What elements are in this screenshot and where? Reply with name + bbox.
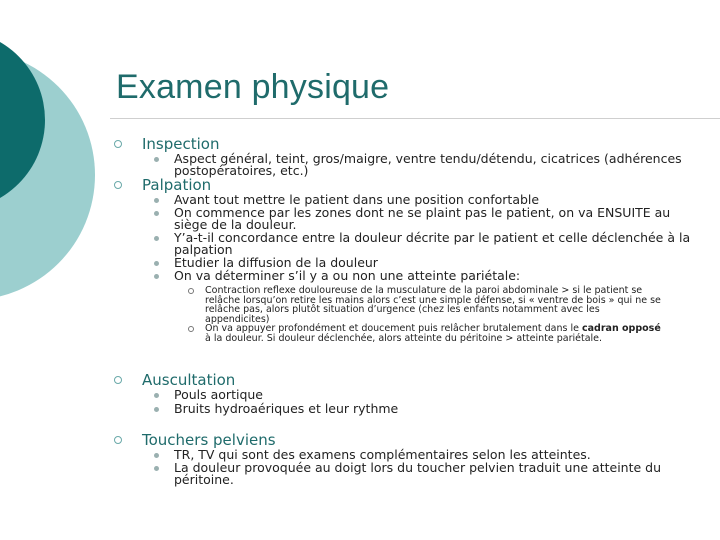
sub-bullet-text-end: à la douleur. Si douleur déclenchée, alors atteinte du péritoine > atteinte pariétale.: [205, 332, 603, 344]
sub-bullet-item: [205, 286, 665, 324]
dot-bullet-icon: [154, 261, 159, 266]
sub-bullet-emphasis: cadran opposé: [582, 323, 661, 334]
bullet-item: [174, 462, 694, 486]
hollow-bullet-icon: [114, 140, 122, 148]
bullet-text: On commence par les zones dont ne se plaint pas le patient, on va ENSUITE au siège de la douleur.: [174, 205, 671, 232]
sub-bullet-text: Contraction reflexe douloureuse de la musculature de la paroi abdominale > si le patient se relâche lorsqu’on retire les mains alors c’est une simple défense, si « ventre de bois » qui ne se relâche pas, alors plutôt situation d’urgence (chez les enfants notamment avec les appendicites): [205, 285, 661, 325]
section-heading: Palpation: [142, 176, 212, 194]
hollow-sub-bullet-icon: [188, 288, 194, 294]
bullet-item: [174, 389, 694, 401]
bullet-text: Avant tout mettre le patient dans une position confortable: [174, 192, 540, 207]
slide-title: Examen physique: [116, 68, 390, 106]
section-heading: Inspection: [142, 135, 220, 153]
section-heading: Touchers pelviens: [142, 431, 276, 449]
bullet-text: Pouls aortique: [174, 387, 263, 402]
dot-bullet-icon: [154, 236, 159, 241]
dot-bullet-icon: [154, 198, 159, 203]
dot-bullet-icon: [154, 407, 159, 412]
bullet-text: TR, TV qui sont des examens complémentaires selon les atteintes.: [174, 447, 591, 462]
bullet-item: [174, 270, 694, 282]
section-heading: Auscultation: [142, 371, 236, 389]
hollow-bullet-icon: [114, 181, 122, 189]
hollow-bullet-icon: [114, 436, 122, 444]
hollow-sub-bullet-icon: [188, 326, 194, 332]
dot-bullet-icon: [154, 453, 159, 458]
bullet-item: [174, 153, 694, 177]
bullet-item: [174, 207, 694, 231]
dot-bullet-icon: [154, 274, 159, 279]
sub-bullet-text-start: On va appuyer profondément et doucement puis relâcher brutalement dans le: [205, 323, 582, 334]
bullet-text: Aspect général, teint, gros/maigre, ventre tendu/détendu, cicatrices (adhérences postopératoires, etc.): [174, 151, 682, 178]
dot-bullet-icon: [154, 393, 159, 398]
dot-bullet-icon: [154, 157, 159, 162]
bullet-text: Etudier la diffusion de la douleur: [174, 255, 378, 270]
sub-bullet-item: [205, 324, 665, 343]
bullet-text: La douleur provoquée au doigt lors du toucher pelvien traduit une atteinte du péritoine.: [174, 460, 662, 487]
bullet-text: Bruits hydroaériques et leur rythme: [174, 401, 399, 416]
dot-bullet-icon: [154, 211, 159, 216]
dot-bullet-icon: [154, 466, 159, 471]
bullet-text: On va déterminer s’il y a ou non une atteinte pariétale:: [174, 268, 521, 283]
bullet-item: [174, 232, 694, 256]
bullet-item: [174, 403, 694, 415]
hollow-bullet-icon: [114, 376, 122, 384]
bullet-text: Y’a-t-il concordance entre la douleur décrite par le patient et celle déclenchée à la palpation: [174, 230, 691, 257]
